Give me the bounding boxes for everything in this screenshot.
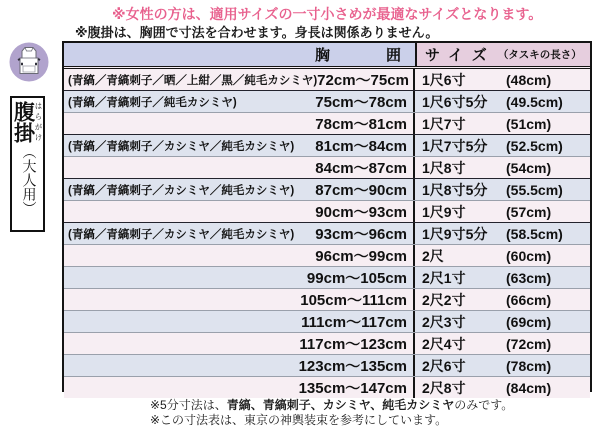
chest-column-header xyxy=(64,43,415,66)
chest-cell xyxy=(64,223,415,244)
size-value: 1尺6寸5分 xyxy=(422,93,488,110)
table-row xyxy=(64,222,590,244)
size-cell xyxy=(415,267,590,288)
tasuki-length: (52.5cm) xyxy=(506,137,563,154)
chest-cell xyxy=(64,289,415,310)
size-table xyxy=(62,41,592,397)
chest-range: 105cm～111cm xyxy=(300,292,407,309)
table-row xyxy=(64,200,590,222)
table-row xyxy=(64,332,590,354)
product-title-audience: （大人用） xyxy=(20,145,36,215)
fabric-list: (青縞／青縞刺子／カシミヤ／純毛カシミヤ) xyxy=(68,140,295,153)
size-value: 1尺7寸5分 xyxy=(422,137,488,154)
tasuki-length: (60cm) xyxy=(506,247,552,264)
size-value: 2尺 xyxy=(422,247,444,264)
size-cell xyxy=(415,223,590,244)
size-value: 2尺1寸 xyxy=(422,269,466,286)
size-value: 1尺9寸 xyxy=(422,203,466,220)
product-title: 腹はら掛がけ xyxy=(11,101,43,143)
tasuki-length: (49.5cm) xyxy=(506,93,563,110)
chest-range: 81cm～84cm xyxy=(315,138,407,155)
chest-range: 75cm～78cm xyxy=(315,94,407,111)
size-value: 1尺7寸 xyxy=(422,115,466,132)
fabric-list: (青縞／青縞刺子／純毛カシミヤ) xyxy=(68,96,237,109)
size-value: 1尺6寸 xyxy=(422,71,466,88)
size-value: 2尺8寸 xyxy=(422,379,466,396)
chest-cell xyxy=(64,333,415,354)
chest-cell xyxy=(64,355,415,376)
size-cell xyxy=(415,201,590,222)
table-row xyxy=(64,178,590,200)
chest-cell xyxy=(64,91,415,112)
chest-cell xyxy=(64,179,415,200)
size-cell xyxy=(415,245,590,266)
size-value: 1尺9寸5分 xyxy=(422,225,488,242)
size-cell xyxy=(415,113,590,134)
size-value: 2尺4寸 xyxy=(422,335,466,352)
chest-cell xyxy=(64,245,415,266)
chest-range: 90cm～93cm xyxy=(315,204,407,221)
fabric-list: (青縞／青縞刺子／カシミヤ／純毛カシミヤ) xyxy=(68,228,295,241)
note-female-size: ※女性の方は、適用サイズの一寸小さめが最適なサイズとなります。 xyxy=(112,6,543,22)
size-cell xyxy=(415,355,590,376)
size-cell xyxy=(415,377,590,398)
chest-range: 72cm～75cm xyxy=(317,72,409,89)
chest-cell xyxy=(64,267,415,288)
chest-cell xyxy=(64,201,415,222)
haragake-garment-icon xyxy=(9,42,49,82)
table-row xyxy=(64,354,590,376)
size-column-header xyxy=(415,43,590,66)
size-header-label: サイズ xyxy=(425,47,496,64)
tasuki-length: (58.5cm) xyxy=(506,225,563,242)
size-cell xyxy=(415,69,590,90)
haragake-garment-icon-svg xyxy=(9,42,49,82)
tasuki-length: (72cm) xyxy=(506,335,552,352)
size-cell xyxy=(415,179,590,200)
size-cell xyxy=(415,91,590,112)
chest-header-char-1: 胸 xyxy=(314,47,330,64)
tasuki-length: (78cm) xyxy=(506,357,552,374)
tasuki-length: (48cm) xyxy=(506,71,552,88)
chest-cell xyxy=(64,135,415,156)
chest-cell xyxy=(64,311,415,332)
table-row xyxy=(64,69,590,90)
tasuki-length: (54cm) xyxy=(506,159,552,176)
table-row xyxy=(64,244,590,266)
size-cell xyxy=(415,333,590,354)
tasuki-length-note: （タスキの長さ） xyxy=(497,49,582,61)
size-cell xyxy=(415,289,590,310)
size-value: 2尺2寸 xyxy=(422,291,466,308)
tasuki-length: (57cm) xyxy=(506,203,552,220)
note-5bu-sizes: ※5分寸法は、青縞、青縞刺子、カシミヤ、純毛カシミヤのみです。 xyxy=(150,398,514,412)
size-value: 1尺8寸 xyxy=(422,159,466,176)
chest-range: 99cm～105cm xyxy=(306,270,407,287)
note-chest-measure: ※腹掛は、胸囲で寸法を合わせます。身長は関係ありません。 xyxy=(75,25,439,40)
table-body xyxy=(64,69,590,398)
table-row xyxy=(64,112,590,134)
chest-range: 111cm～117cm xyxy=(301,314,407,331)
table-row xyxy=(64,310,590,332)
product-title-box xyxy=(10,96,45,232)
tasuki-length: (69cm) xyxy=(506,313,552,330)
chest-range: 135cm～147cm xyxy=(298,380,407,397)
table-row xyxy=(64,90,590,112)
chest-header-char-2: 囲 xyxy=(385,47,401,64)
chest-cell xyxy=(64,113,415,134)
tasuki-length: (63cm) xyxy=(506,269,552,286)
size-value: 1尺8寸5分 xyxy=(422,181,488,198)
chest-range: 93cm～96cm xyxy=(315,226,407,243)
tasuki-length: (84cm) xyxy=(506,379,552,396)
tasuki-length: (66cm) xyxy=(506,291,552,308)
tasuki-length: (51cm) xyxy=(506,115,552,132)
chest-cell xyxy=(64,377,415,398)
chest-cell xyxy=(64,69,415,90)
tasuki-length: (55.5cm) xyxy=(506,181,563,198)
table-header-row xyxy=(64,43,590,69)
note-fabric-list: 青縞、青縞刺子、カシミヤ、純毛カシミヤ xyxy=(226,398,455,412)
table-row xyxy=(64,134,590,156)
chest-range: 84cm～87cm xyxy=(315,160,407,177)
chest-range: 123cm～135cm xyxy=(298,358,407,375)
table-row xyxy=(64,266,590,288)
size-cell xyxy=(415,157,590,178)
chest-range: 87cm～90cm xyxy=(315,182,407,199)
note-tokyo-reference: ※この寸法表は、東京の神輿装束を参考にしています。 xyxy=(150,413,448,427)
table-row xyxy=(64,288,590,310)
fabric-list: (青縞／青縞刺子／晒／上紺／黒／純毛カシミヤ) xyxy=(68,74,318,87)
size-value: 2尺6寸 xyxy=(422,357,466,374)
size-cell xyxy=(415,135,590,156)
fabric-list: (青縞／青縞刺子／カシミヤ／純毛カシミヤ) xyxy=(68,184,295,197)
table-row xyxy=(64,156,590,178)
chest-range: 96cm～99cm xyxy=(315,248,407,265)
chest-cell xyxy=(64,157,415,178)
table-row xyxy=(64,376,590,398)
chest-range: 78cm～81cm xyxy=(315,116,407,133)
chest-range: 117cm～123cm xyxy=(299,336,407,353)
size-cell xyxy=(415,311,590,332)
size-value: 2尺3寸 xyxy=(422,313,466,330)
